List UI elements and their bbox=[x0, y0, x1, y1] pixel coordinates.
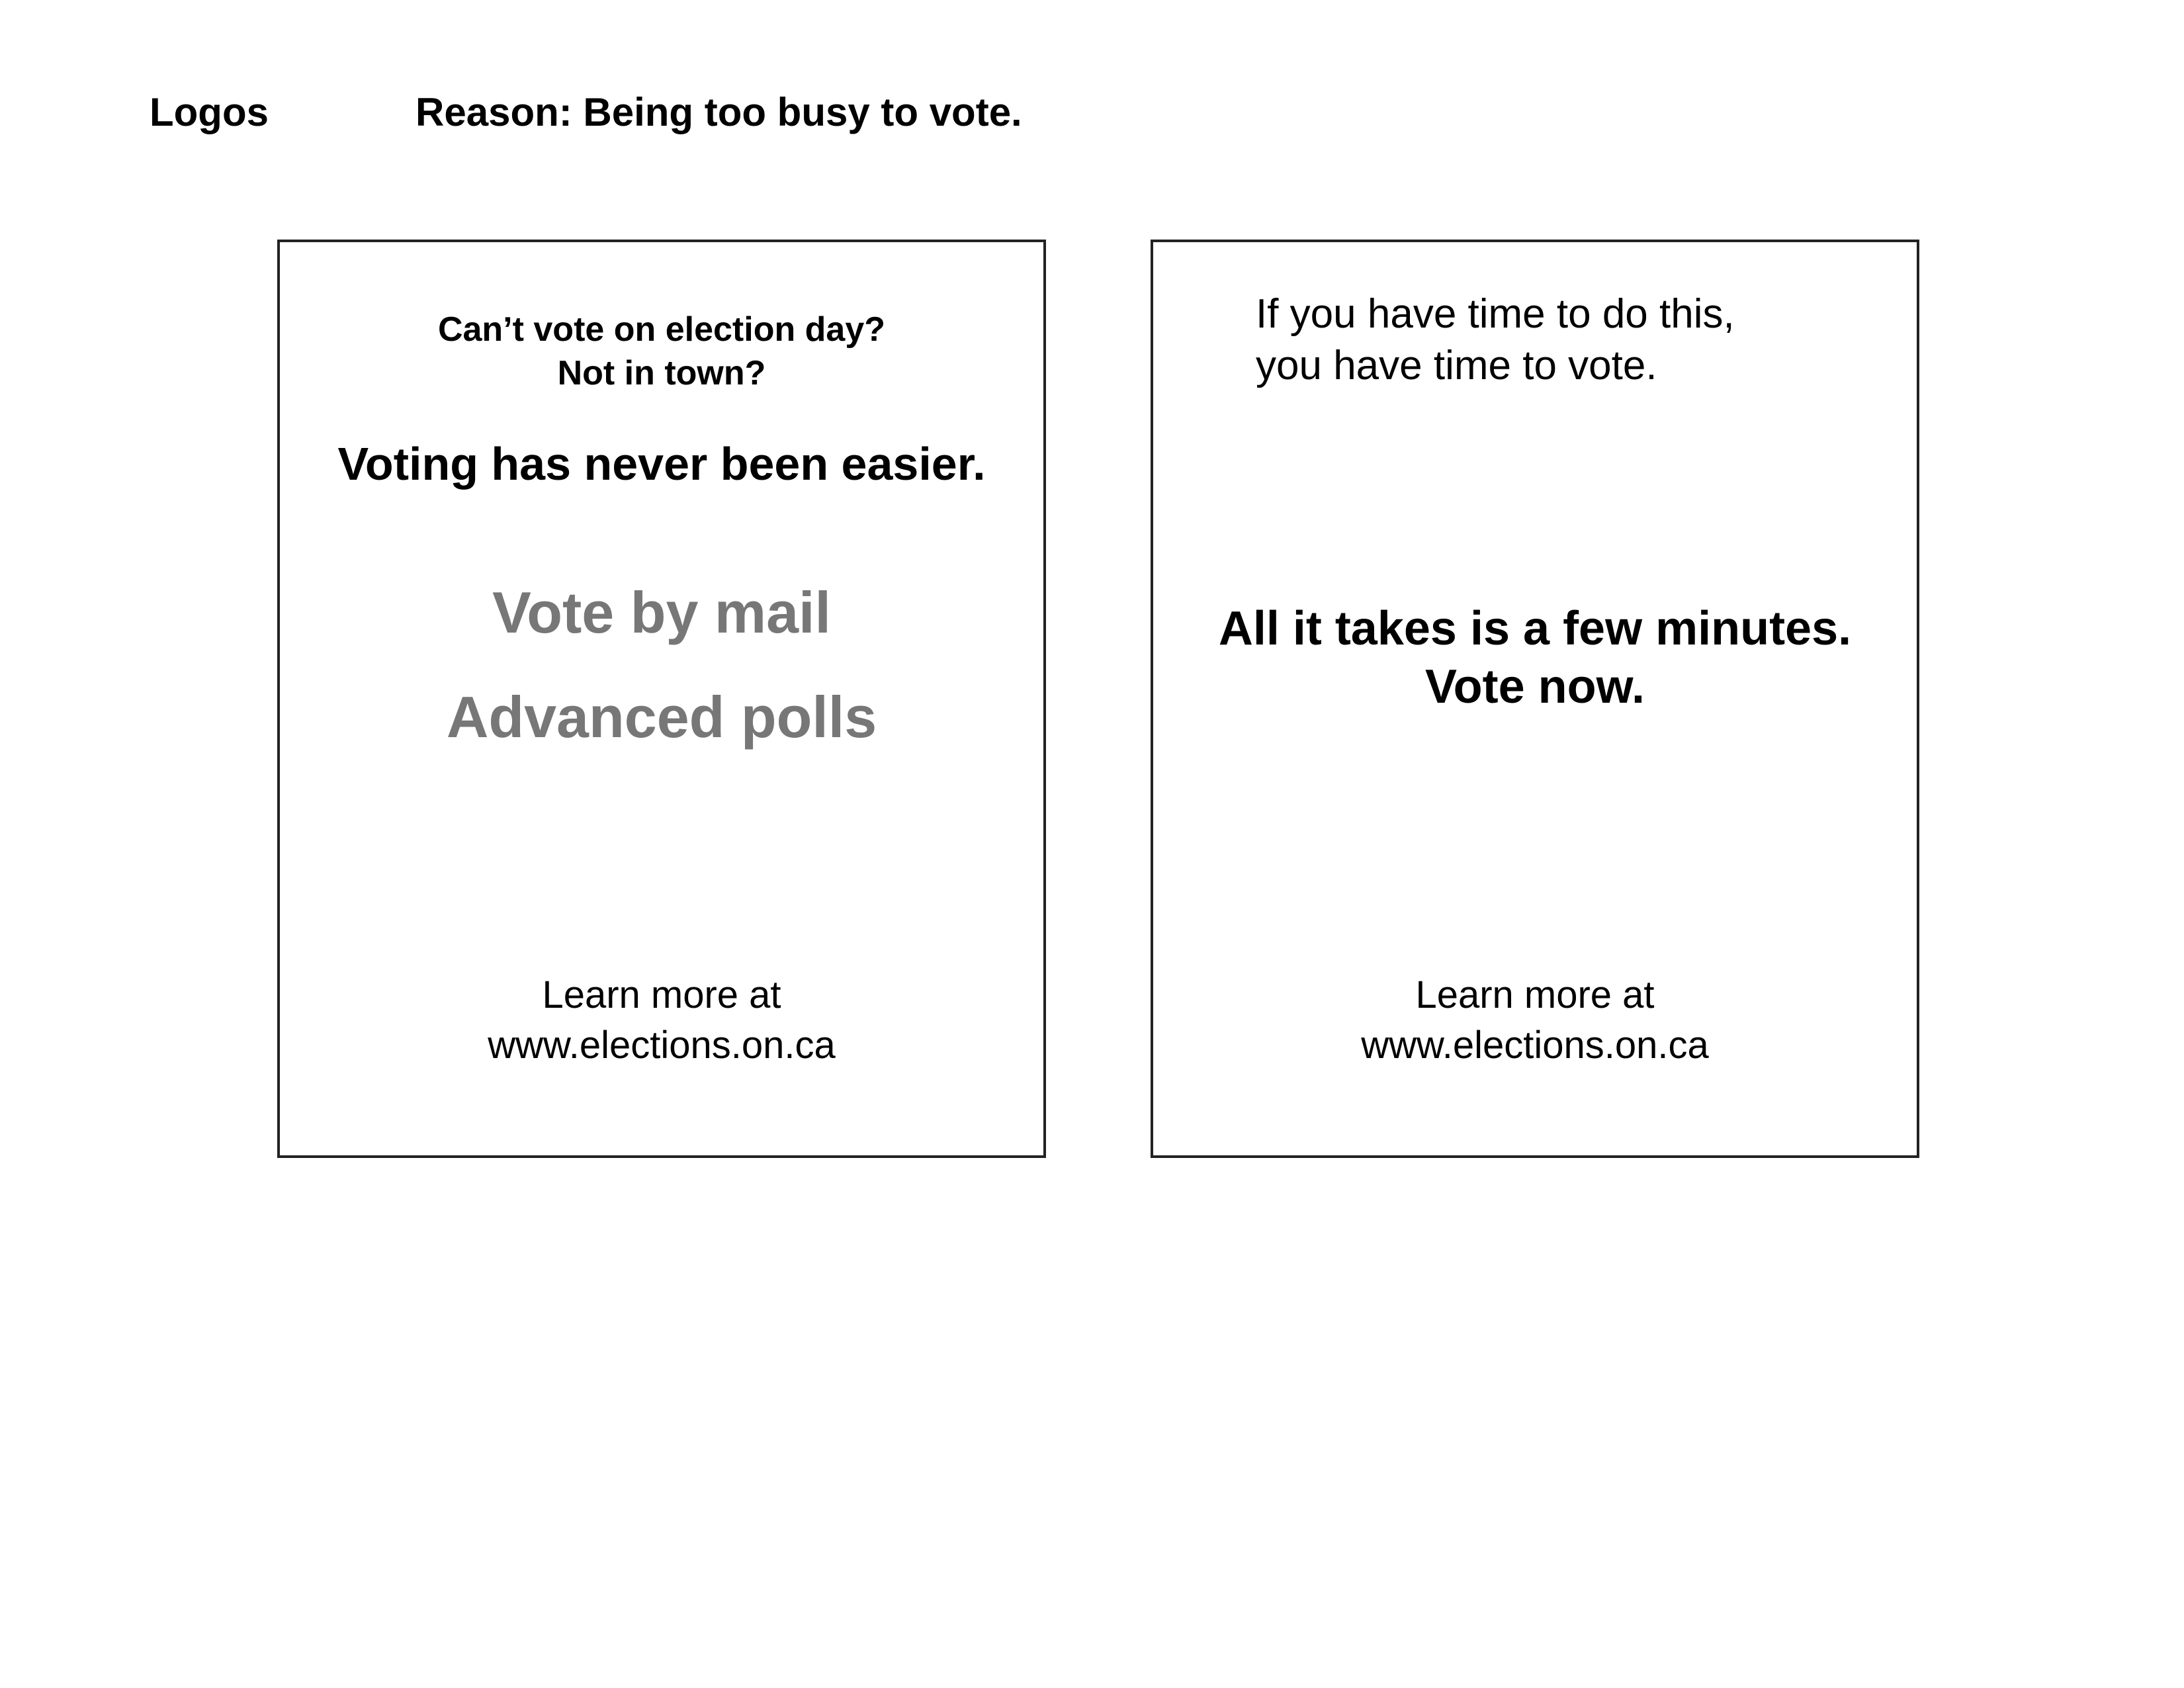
cta-line-1: All it takes is a few minutes. bbox=[1218, 602, 1852, 655]
intro-line-1: If you have time to do this, bbox=[1256, 291, 1735, 337]
question-line-1: Can’t vote on election day? bbox=[437, 310, 886, 349]
cta-line-2: Vote now. bbox=[1425, 660, 1645, 713]
question-line-2: Not in town? bbox=[557, 354, 766, 392]
reason-label: Reason: Being too busy to vote. bbox=[415, 90, 1022, 134]
ad-panel-vote-now bbox=[1151, 240, 1919, 1158]
option-vote-by-mail: Vote by mail bbox=[492, 580, 831, 645]
question-text bbox=[280, 308, 1043, 395]
headline: Voting has never been easier. bbox=[337, 438, 986, 490]
learn-more-line-1: Learn more at bbox=[1415, 973, 1655, 1016]
call-to-action bbox=[1153, 600, 1917, 716]
learn-more-text bbox=[280, 970, 1043, 1071]
intro-text bbox=[1256, 289, 1735, 392]
website-url: www.elections.on.ca bbox=[1361, 1024, 1709, 1067]
option-advanced-polls: Advanced polls bbox=[446, 684, 877, 750]
learn-more-line-1: Learn more at bbox=[542, 973, 781, 1016]
website-url: www.elections.on.ca bbox=[488, 1024, 836, 1067]
intro-line-2: you have time to vote. bbox=[1256, 343, 1657, 388]
ad-panel-mail-advance-polls bbox=[277, 240, 1046, 1158]
learn-more-text bbox=[1153, 970, 1917, 1071]
logos-label: Logos bbox=[150, 90, 269, 134]
